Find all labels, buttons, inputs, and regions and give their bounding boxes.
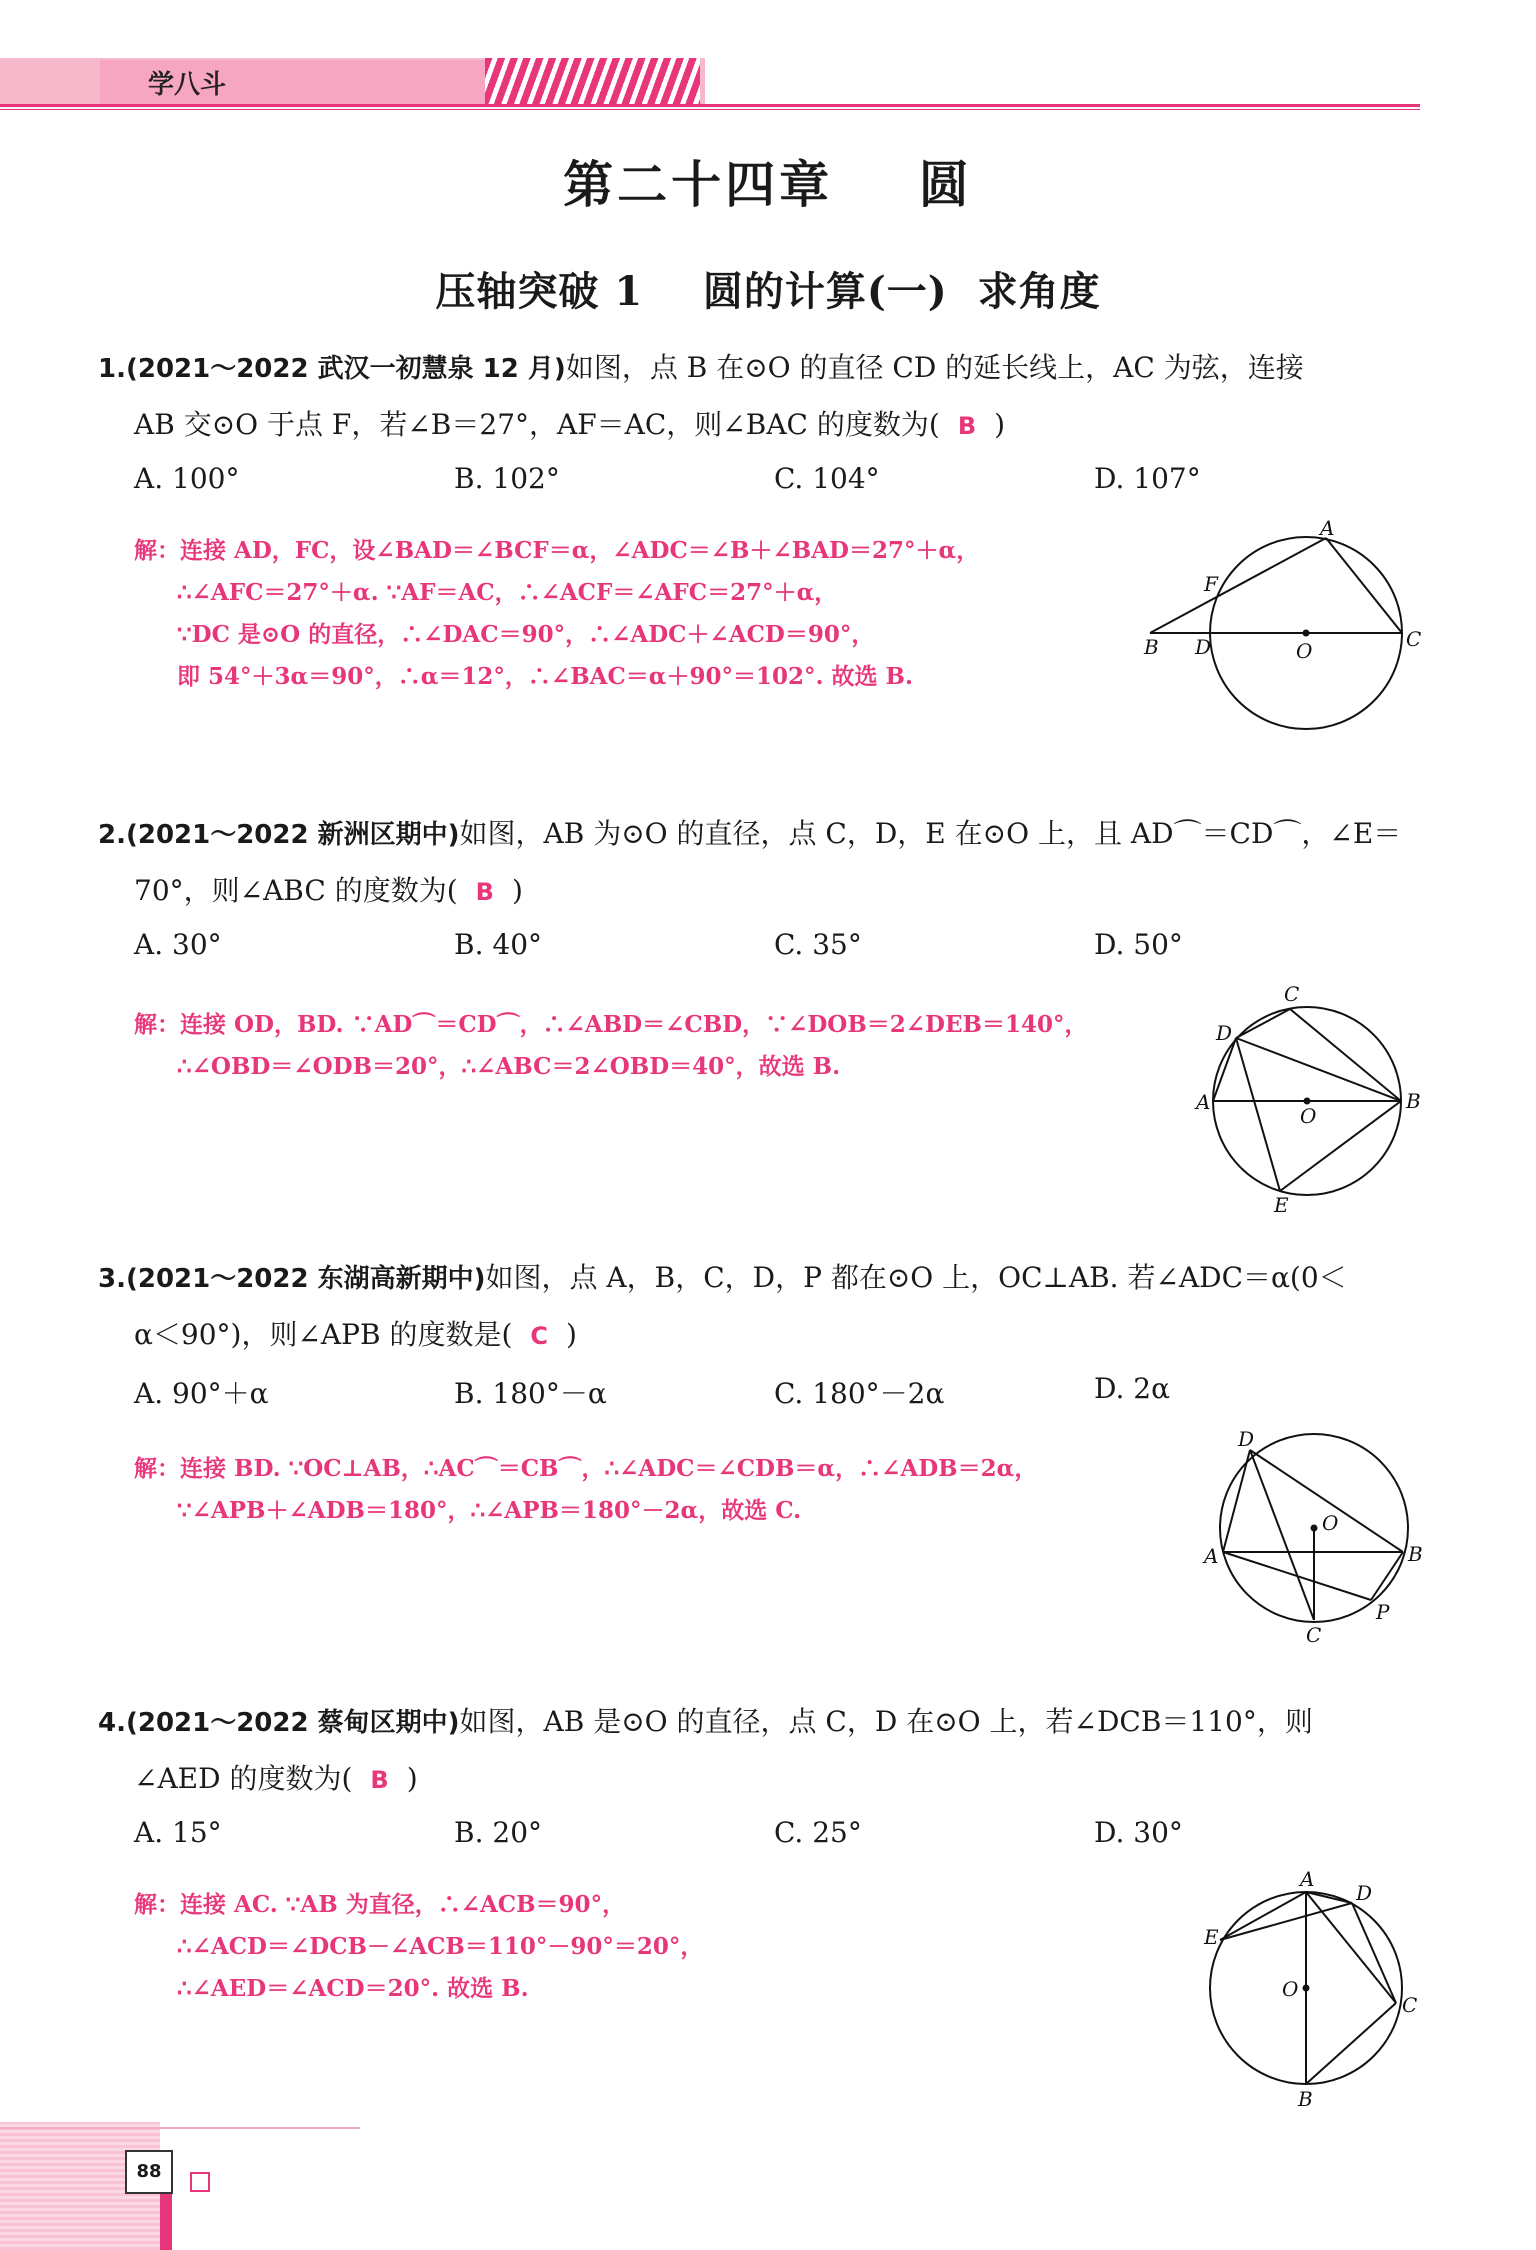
- svg-text:E: E: [1204, 1925, 1219, 1949]
- question-3: [98, 1250, 1428, 1364]
- figure-4: [1190, 1860, 1450, 2120]
- question-3-line1: 3.(2021～2022 东湖高新期中)如图，点 A，B，C，D，P 都在⊙O 上，OC⊥AB. 若∠ADC＝α(0＜: [98, 1261, 1347, 1294]
- svg-text:A: A: [1300, 1867, 1315, 1891]
- answer-1: B: [957, 412, 977, 440]
- svg-text:O: O: [1282, 1977, 1299, 2001]
- answer-3: C: [530, 1322, 549, 1350]
- svg-text:D: D: [1238, 1427, 1255, 1451]
- option-2d: D. 50°: [1094, 928, 1183, 961]
- question-1-line2: AB 交⊙O 于点 F，若∠B＝27°，AF＝AC，则∠BAC 的度数为( B ): [134, 408, 1006, 441]
- solution-3: 解：连接 BD. ∵OC⊥AB，∴AC⌒＝CB⌒，∴∠ADC＝∠CDB＝α，∴∠ADB＝2α， ∵∠APB＋∠ADB＝180°，∴∠APB＝180°－2α，故选 C.: [134, 1455, 1038, 1524]
- option-4c: C. 25°: [774, 1816, 862, 1849]
- figure-2: [1180, 975, 1440, 1215]
- question-4-line1: 4.(2021～2022 蔡甸区期中)如图，AB 是⊙O 的直径，点 C，D 在⊙O 上，若∠DCB＝110°，则: [98, 1705, 1313, 1738]
- svg-text:P: P: [1376, 1600, 1390, 1624]
- option-3d: D. 2α: [1094, 1372, 1170, 1405]
- svg-text:D: D: [1356, 1881, 1373, 1905]
- option-1d: D. 107°: [1094, 462, 1201, 495]
- svg-text:D: D: [1195, 635, 1212, 659]
- option-1a: A. 100°: [134, 462, 240, 495]
- page-number: 88: [125, 2150, 173, 2194]
- section-title: 压轴突破 1 圆的计算(一) 求角度: [435, 268, 1101, 315]
- option-4a: A. 15°: [134, 1816, 222, 1849]
- svg-text:B: B: [1406, 1089, 1421, 1113]
- svg-text:C: C: [1284, 982, 1300, 1006]
- svg-text:O: O: [1322, 1511, 1339, 1535]
- question-2-line2: 70°，则∠ABC 的度数为( B ): [134, 874, 523, 907]
- svg-text:A: A: [1204, 1544, 1219, 1568]
- question-2-line1: 2.(2021～2022 新洲区期中)如图，AB 为⊙O 的直径，点 C，D，E 在⊙O 上，且 AD⌒＝CD⌒，∠E＝: [98, 817, 1402, 850]
- option-2c: C. 35°: [774, 928, 862, 961]
- svg-text:E: E: [1274, 1193, 1289, 1215]
- svg-text:O: O: [1300, 1104, 1317, 1128]
- square-decoration: [190, 2172, 210, 2192]
- question-1: [98, 340, 1428, 454]
- option-4b: B. 20°: [454, 1816, 543, 1849]
- option-3b: B. 180°－α: [454, 1377, 607, 1410]
- option-3a: A. 90°＋α: [134, 1377, 269, 1410]
- chapter-title: 第二十四章 圆: [563, 155, 973, 214]
- svg-text:A: A: [1320, 516, 1335, 540]
- option-1c: C. 104°: [774, 462, 880, 495]
- solution-2: 解：连接 OD，BD. ∵AD⌒＝CD⌒，∴∠ABD＝∠CBD，∵∠DOB＝2∠DEB＝140°， ∴∠OBD＝∠ODB＝20°，∴∠ABC＝2∠OBD＝40°，故选 B.: [134, 1011, 1088, 1080]
- figure-3: [1190, 1420, 1450, 1660]
- header-rule-thin: [0, 109, 1420, 110]
- svg-text:F: F: [1204, 572, 1218, 596]
- svg-text:B: B: [1144, 635, 1159, 659]
- svg-text:B: B: [1408, 1542, 1423, 1566]
- svg-text:D: D: [1216, 1021, 1233, 1045]
- figure-1: [1130, 515, 1450, 755]
- question-4: [98, 1694, 1428, 1808]
- svg-text:A: A: [1196, 1090, 1211, 1114]
- answer-2: B: [475, 878, 494, 906]
- svg-text:O: O: [1296, 639, 1313, 663]
- footer-rule: [0, 2127, 360, 2129]
- svg-text:B: B: [1298, 2087, 1313, 2111]
- solution-4: 解：连接 AC. ∵AB 为直径，∴∠ACB＝90°， ∴∠ACD＝∠DCB－∠ACB＝110°－90°＝20°， ∴∠AED＝∠ACD＝20°. 故选 B.: [134, 1891, 704, 2002]
- svg-text:C: C: [1306, 1623, 1322, 1647]
- answer-4: B: [370, 1766, 389, 1794]
- option-2a: A. 30°: [134, 928, 222, 961]
- option-1b: B. 102°: [454, 462, 560, 495]
- option-2b: B. 40°: [454, 928, 543, 961]
- brand-label: 学八斗: [148, 70, 227, 100]
- question-3-line2: α＜90°)，则∠APB 的度数是( C ): [134, 1318, 577, 1351]
- svg-text:C: C: [1402, 1993, 1418, 2017]
- solution-1: 解：连接 AD，FC，设∠BAD＝∠BCF＝α，∠ADC＝∠B＋∠BAD＝27°＋α， ∴∠AFC＝27°＋α. ∵AF＝AC，∴∠ACF＝∠AFC＝27°＋α， ∵DC 是⊙O 的直径，∴∠DAC＝90°，∴∠ADC＋∠ACD＝90°， 即 54°＋3α＝90°，∴α＝12°，∴∠BAC＝α＋90°＝102°. 故选 B.: [134, 537, 980, 690]
- option-4d: D. 30°: [1094, 1816, 1183, 1849]
- header-hatch-decoration: [485, 58, 700, 104]
- question-2: [98, 806, 1428, 920]
- option-3c: C. 180°－2α: [774, 1377, 945, 1410]
- question-4-line2: ∠AED 的度数为( B ): [134, 1762, 418, 1795]
- header-rule: [0, 104, 1420, 107]
- question-1-line1: 1.(2021～2022 武汉一初慧泉 12 月)如图，点 B 在⊙O 的直径 CD 的延长线上，AC 为弦，连接: [98, 351, 1304, 384]
- svg-text:C: C: [1406, 627, 1422, 651]
